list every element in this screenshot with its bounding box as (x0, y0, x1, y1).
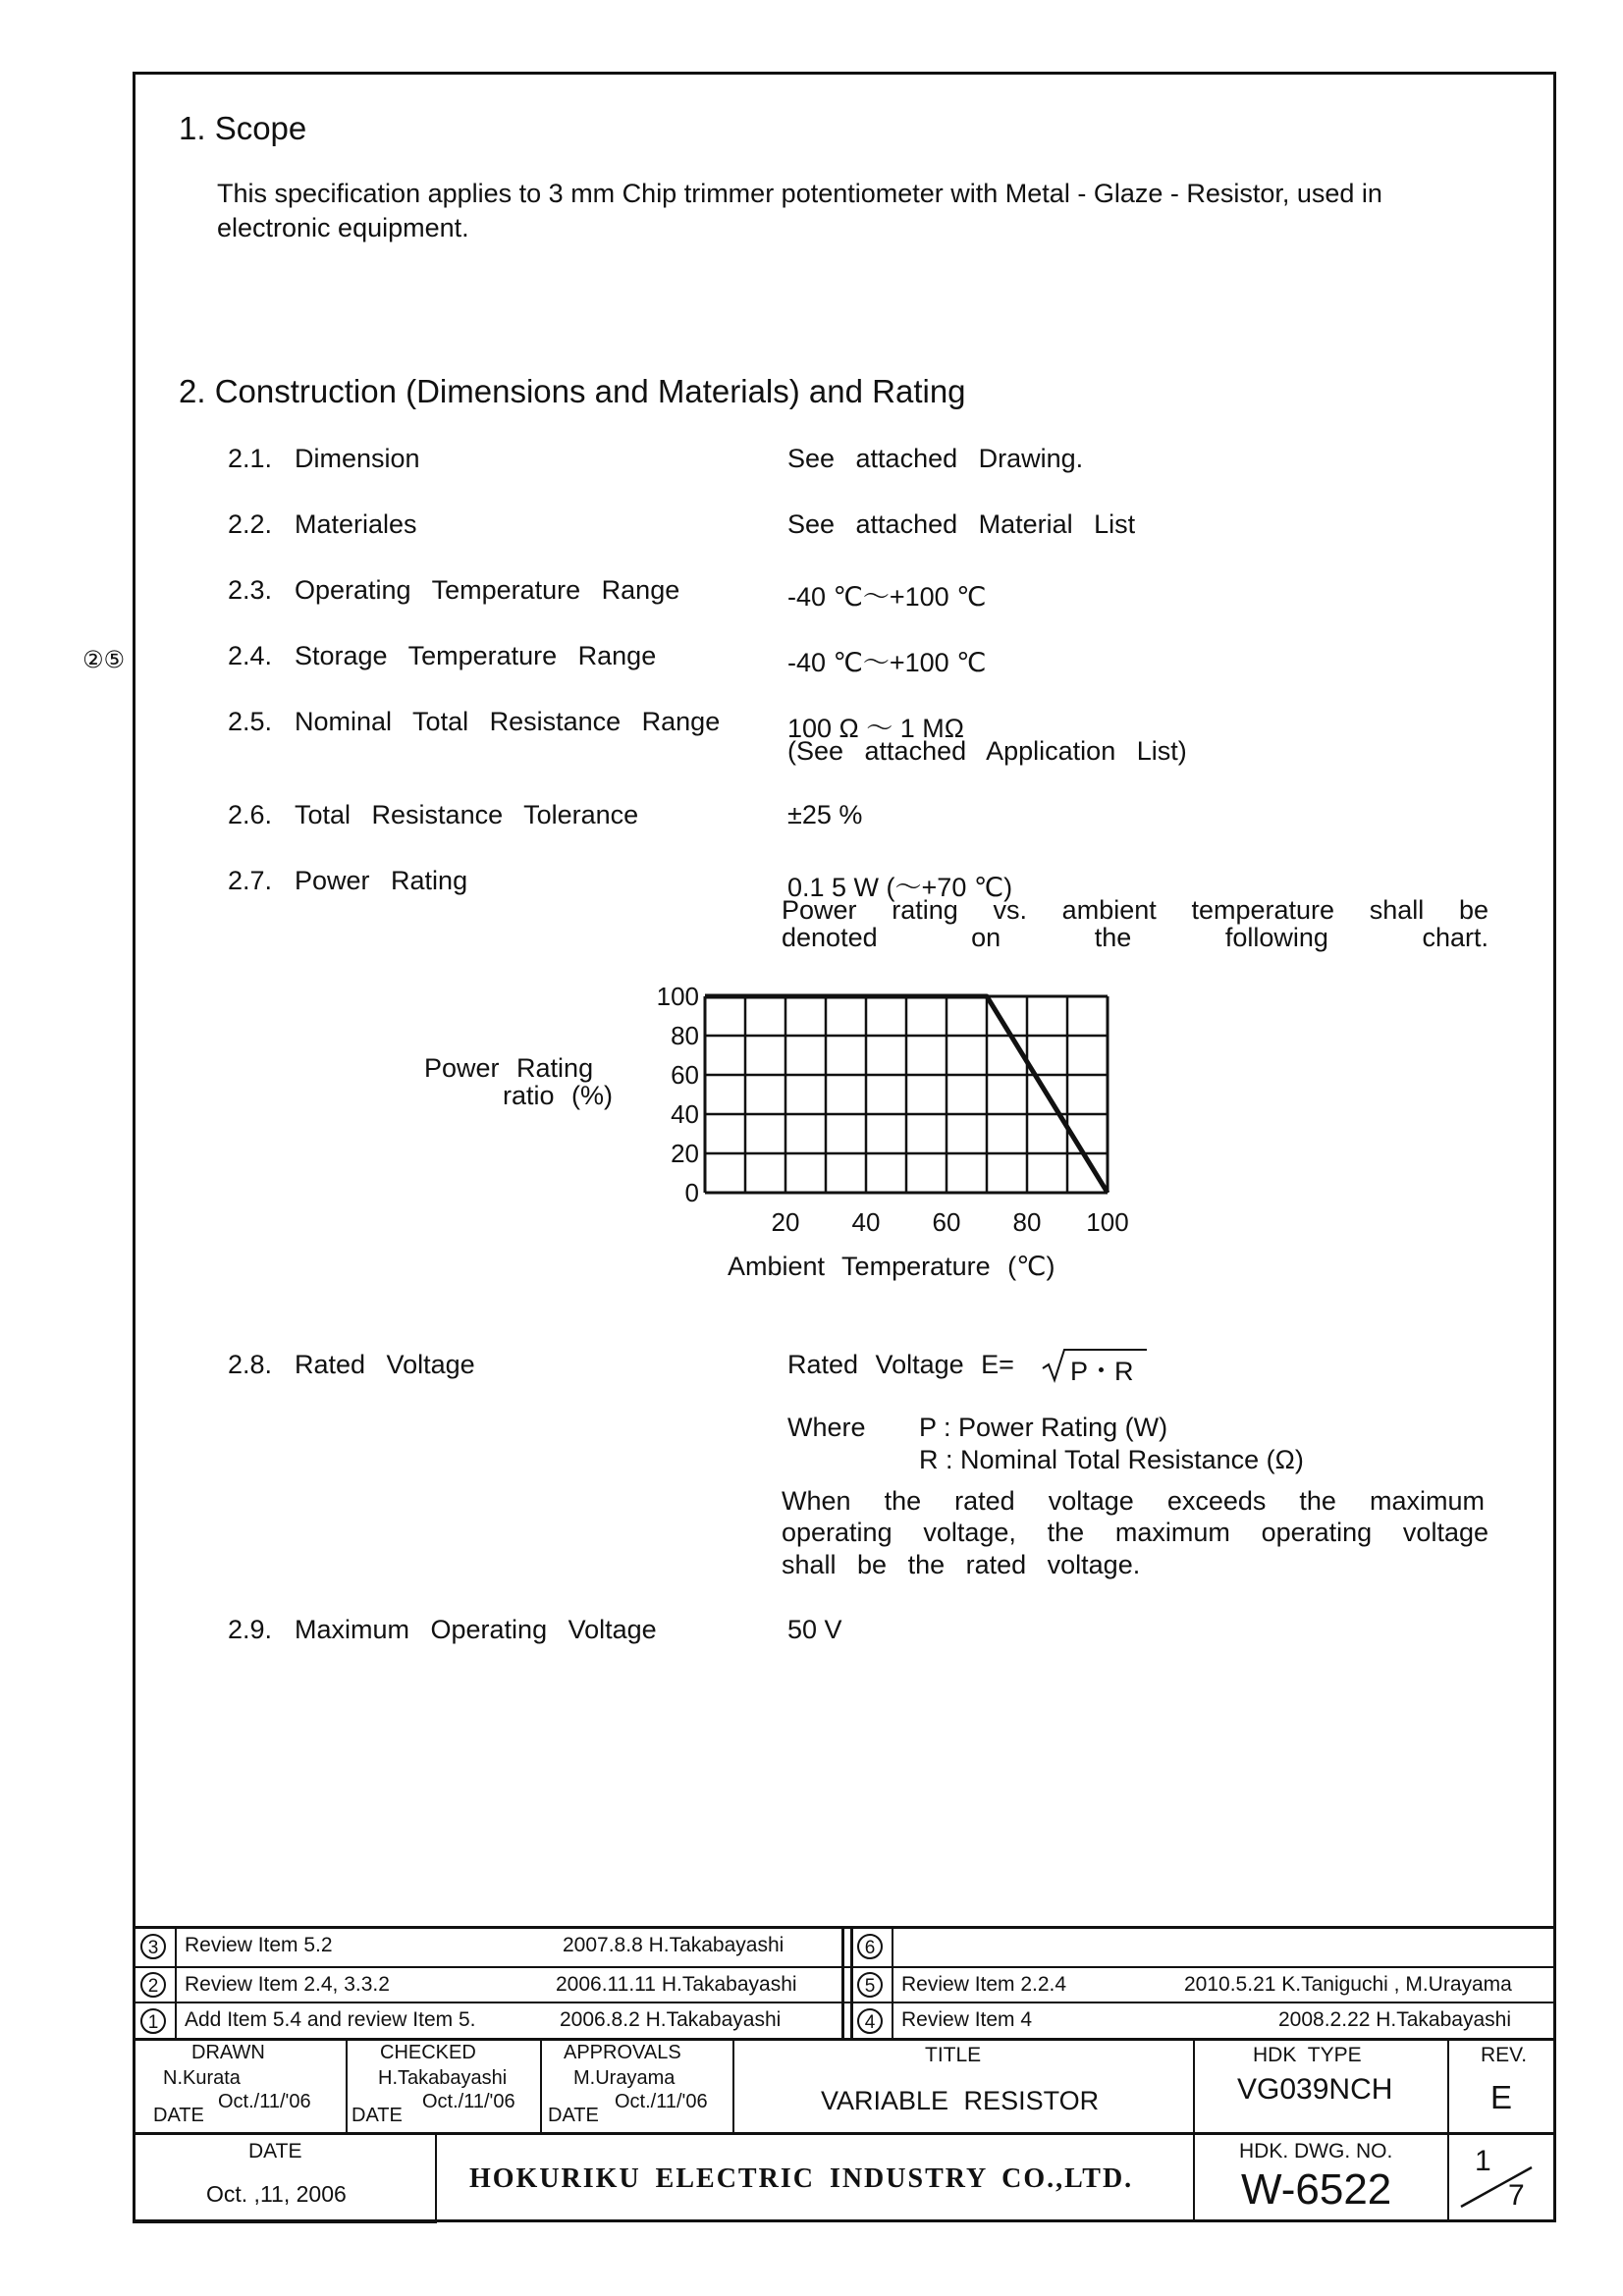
y-tick-label: 100 (656, 982, 699, 1011)
page-fraction-slash (1453, 2160, 1542, 2218)
revision-info: 2010.5.21 K.Taniguchi , M.Urayama (1184, 1973, 1512, 1996)
approvals-label: APPROVALS (564, 2042, 681, 2063)
item-label: Operating Temperature Range (295, 575, 680, 605)
item-number: 2.5. (228, 707, 273, 736)
scope-text-line-2: electronic equipment. (217, 213, 469, 242)
section-2-heading: 2. Construction (Dimensions and Materials) and Rating (179, 373, 966, 409)
checked-label: CHECKED (380, 2042, 476, 2063)
drawing-number: W-6522 (1241, 2165, 1392, 2214)
company-name: HOKURIKU ELECTRIC INDUSTRY CO.,LTD. (469, 2163, 1134, 2194)
voltage-formula-radicand: P・R (1070, 1357, 1134, 1386)
revision-mark-3: 3 (140, 1934, 166, 1959)
type-label: HDK TYPE (1253, 2044, 1362, 2066)
item-value: 50 V (787, 1615, 842, 1644)
item-number: 2.9. (228, 1615, 273, 1644)
title-label: TITLE (925, 2044, 982, 2066)
page-number: 1 (1475, 2145, 1491, 2177)
item-value: -40 ℃～+100 ℃ (787, 648, 987, 677)
item-number: 2.2. (228, 509, 273, 539)
date-label: DATE (248, 2140, 302, 2163)
item-label: Nominal Total Resistance Range (295, 707, 721, 736)
revision-mark-5: 5 (857, 1972, 883, 1998)
item-value: 0.1 5 W (～+70 ℃) (787, 873, 1013, 902)
revision-item: Review Item 2.4, 3.3.2 (185, 1973, 390, 1996)
where-label: Where (787, 1413, 866, 1442)
chart-xlabel: Ambient Temperature (℃) (728, 1252, 1055, 1281)
revision-item: Review Item 4 (901, 2008, 1033, 2031)
product-type: VG039NCH (1237, 2073, 1393, 2106)
rated-voltage-note-line-1: When the rated voltage exceeds the maximum (782, 1486, 1485, 1516)
revision-item: Review Item 5.2 (185, 1934, 333, 1956)
x-tick-label: 40 (851, 1207, 881, 1237)
revision-margin-mark: ②⑤ (82, 647, 126, 673)
power-rating-note-line-2: denoted on the following chart. (782, 923, 1488, 952)
item-label: Total Resistance Tolerance (295, 800, 639, 829)
y-tick-label: 0 (684, 1178, 699, 1207)
revision-mark-4: 4 (857, 2008, 883, 2034)
x-tick-label: 100 (1086, 1207, 1129, 1237)
x-tick-label: 60 (932, 1207, 961, 1237)
drawn-date: Oct./11/'06 (218, 2091, 311, 2112)
chart-ylabel-line-1: Power Rating (424, 1053, 594, 1083)
y-tick-label: 40 (671, 1099, 699, 1129)
item-label: Materiales (295, 509, 417, 539)
approvals-date-label: DATE (548, 2105, 599, 2126)
revision-mark-6: 6 (857, 1934, 883, 1959)
item-number: 2.3. (228, 575, 273, 605)
r-definition: R : Nominal Total Resistance (Ω) (919, 1445, 1304, 1474)
rated-voltage-note-line-3: shall be the rated voltage. (782, 1550, 1141, 1579)
revision-info: 2007.8.8 H.Takabayashi (563, 1934, 784, 1956)
item-value: 100 Ω ～ 1 MΩ (787, 714, 964, 743)
y-tick-label: 80 (671, 1021, 699, 1050)
item-value: See attached Material List (787, 509, 1136, 539)
y-tick-label: 60 (671, 1060, 699, 1090)
checked-date-label: DATE (352, 2105, 403, 2126)
revision-info: 2008.2.22 H.Takabayashi (1278, 2008, 1511, 2031)
item-number: 2.4. (228, 641, 273, 670)
rated-voltage-note-line-2: operating voltage, the maximum operating voltage (782, 1518, 1488, 1547)
power-derating-chart (628, 977, 1159, 1291)
item-number: 2.6. (228, 800, 273, 829)
revision-item: Add Item 5.4 and review Item 5. (185, 2008, 476, 2031)
item-label: Power Rating (295, 866, 468, 895)
section-1-heading: 1. Scope (179, 110, 307, 146)
revision-mark-1: 1 (140, 2008, 166, 2034)
checked-name: H.Takabayashi (378, 2067, 508, 2089)
drawn-label: DRAWN (191, 2042, 265, 2063)
rev-label: REV. (1481, 2044, 1528, 2066)
revision-info: 2006.8.2 H.Takabayashi (560, 2008, 782, 2031)
item-value: See attached Drawing. (787, 444, 1084, 473)
checked-date: Oct./11/'06 (422, 2091, 515, 2112)
document-title: VARIABLE RESISTOR (821, 2086, 1100, 2115)
scope-text-line-1: This specification applies to 3 mm Chip trimmer potentiometer with Metal - Glaze - Resistor, used in (217, 179, 1382, 208)
p-definition: P : Power Rating (W) (919, 1413, 1168, 1442)
revision-info: 2006.11.11 H.Takabayashi (556, 1973, 797, 1996)
item-label: Rated Voltage (295, 1350, 475, 1379)
item-number: 2.1. (228, 444, 273, 473)
drawn-name: N.Kurata (163, 2067, 241, 2089)
item-value: ±25 % (787, 800, 863, 829)
x-tick-label: 20 (771, 1207, 800, 1237)
revision-letter: E (1490, 2079, 1513, 2115)
revision-item: Review Item 2.2.4 (901, 1973, 1067, 1996)
item-label: Maximum Operating Voltage (295, 1615, 657, 1644)
approvals-date: Oct./11/'06 (615, 2091, 708, 2112)
chart-ylabel-line-2: ratio (%) (503, 1081, 614, 1110)
page-total: 7 (1508, 2179, 1525, 2212)
item-value: -40 ℃～+100 ℃ (787, 582, 987, 612)
drawing-number-label: HDK. DWG. NO. (1239, 2140, 1393, 2163)
x-tick-label: 80 (1012, 1207, 1042, 1237)
revision-mark-2: 2 (140, 1972, 166, 1998)
item-value-note: (See attached Application List) (787, 736, 1187, 766)
issue-date: Oct. ,11, 2006 (206, 2181, 347, 2207)
item-label: Dimension (295, 444, 420, 473)
approvals-name: M.Urayama (573, 2067, 676, 2089)
drawn-date-label: DATE (153, 2105, 204, 2126)
item-number: 2.8. (228, 1350, 273, 1379)
item-number: 2.7. (228, 866, 273, 895)
item-value: Rated Voltage E= (787, 1350, 1014, 1379)
item-label: Storage Temperature Range (295, 641, 657, 670)
power-rating-note-line-1: Power rating vs. ambient temperature shall be (782, 895, 1488, 925)
y-tick-label: 20 (671, 1139, 699, 1168)
